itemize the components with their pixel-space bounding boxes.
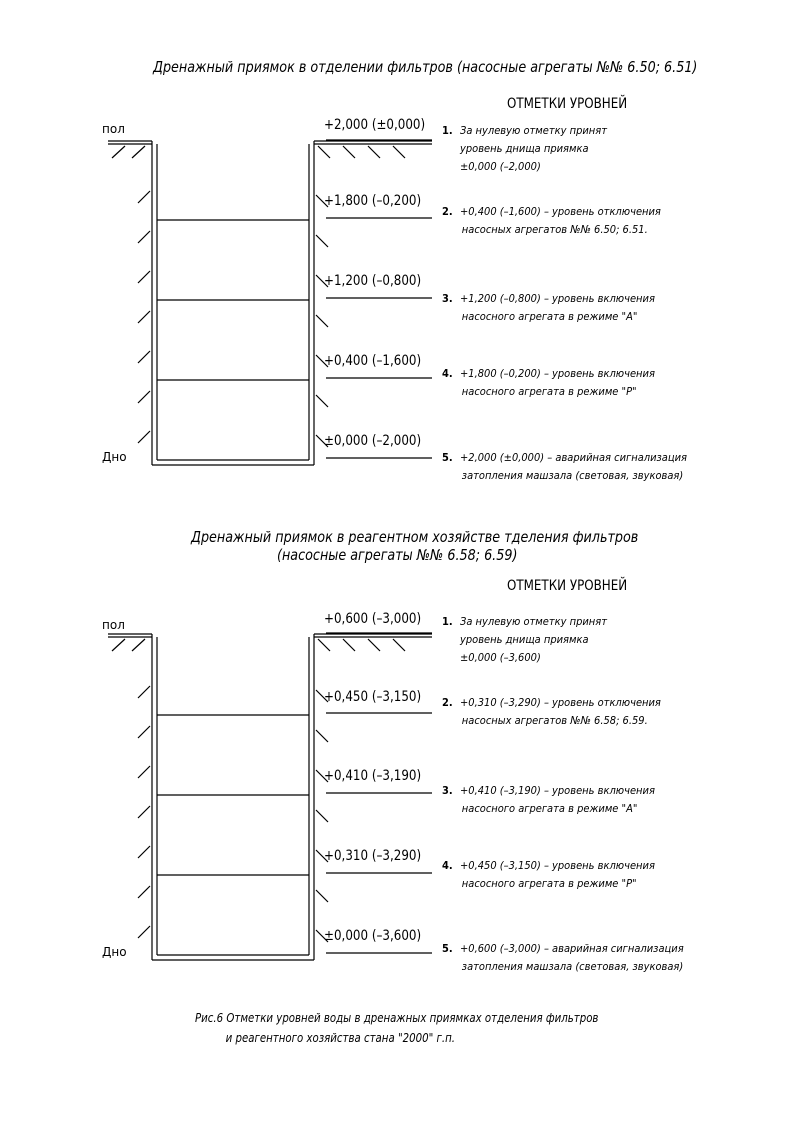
section-2-bottom-label: Дно xyxy=(102,945,127,959)
figure-caption-line-1: Рис.6 Отметки уровней воды в дренажных приямках отделения фильтров xyxy=(195,1011,599,1025)
section-1-levels-heading: ОТМЕТКИ УРОВНЕЙ xyxy=(507,96,628,112)
section-2-title-line-1: Дренажный приямок в реагентном хозяйстве тделения фильтров xyxy=(191,528,639,546)
section-1-level-3: +1,200 (–0,800) xyxy=(324,273,422,289)
section-1-note-5: 5. +2,000 (±0,000) – аварийная сигнализация затопления машзала (световая, звуковая) xyxy=(442,451,687,482)
section-2-title-line-2: (насосные агрегаты №№ 6.58; 6.59) xyxy=(277,546,518,564)
section-2-level-4: +0,310 (–3,290) xyxy=(324,848,422,864)
section-1-level-2: +1,800 (–0,200) xyxy=(324,193,422,209)
section-1-bottom-label: Дно xyxy=(102,450,127,464)
section-2-note-4: 4. +0,450 (–3,150) – уровень включения насосного агрегата в режиме "Р" xyxy=(442,859,655,890)
section-2-note-1: 1. За нулевую отметку принят уровень днища приямка ±0,000 (–3,600) xyxy=(442,615,608,664)
section-2-level-3: +0,410 (–3,190) xyxy=(324,768,422,784)
section-2-note-2: 2. +0,310 (–3,290) – уровень отключения насосных агрегатов №№ 6.58; 6.59. xyxy=(442,696,661,727)
section-1-note-4: 4. +1,800 (–0,200) – уровень включения насосного агрегата в режиме "Р" xyxy=(442,367,655,398)
section-1-note-1: 1. За нулевую отметку принят уровень днища приямка ±0,000 (–2,000) xyxy=(442,124,608,173)
section-2-level-2: +0,450 (–3,150) xyxy=(324,689,422,705)
section-2-floor-label: пол xyxy=(102,618,125,632)
section-2-levels-heading: ОТМЕТКИ УРОВНЕЙ xyxy=(507,578,628,594)
section-1-level-4: +0,400 (–1,600) xyxy=(324,353,422,369)
section-2-level-5: ±0,000 (–3,600) xyxy=(324,928,422,944)
figure-caption-line-2: и реагентного хозяйства стана "2000" г.п. xyxy=(225,1031,456,1045)
section-1-level-1: +2,000 (±0,000) xyxy=(324,117,426,133)
section-2-note-5: 5. +0,600 (–3,000) – аварийная сигнализация затопления машзала (световая, звуковая) xyxy=(442,942,684,973)
section-1-level-5: ±0,000 (–2,000) xyxy=(324,433,422,449)
section-2-note-3: 3. +0,410 (–3,190) – уровень включения насосного агрегата в режиме "А" xyxy=(442,784,655,815)
section-2-level-1: +0,600 (–3,000) xyxy=(324,611,422,627)
section-1-note-3: 3. +1,200 (–0,800) – уровень включения насосного агрегата в режиме "А" xyxy=(442,292,655,323)
section-1-note-2: 2. +0,400 (–1,600) – уровень отключения насосных агрегатов №№ 6.50; 6.51. xyxy=(442,205,661,236)
section-1-title: Дренажный приямок в отделении фильтров (насосные агрегаты №№ 6.50; 6.51) xyxy=(153,58,698,76)
figure-caption xyxy=(195,1008,598,1048)
section-1-floor-label: пол xyxy=(102,122,125,136)
